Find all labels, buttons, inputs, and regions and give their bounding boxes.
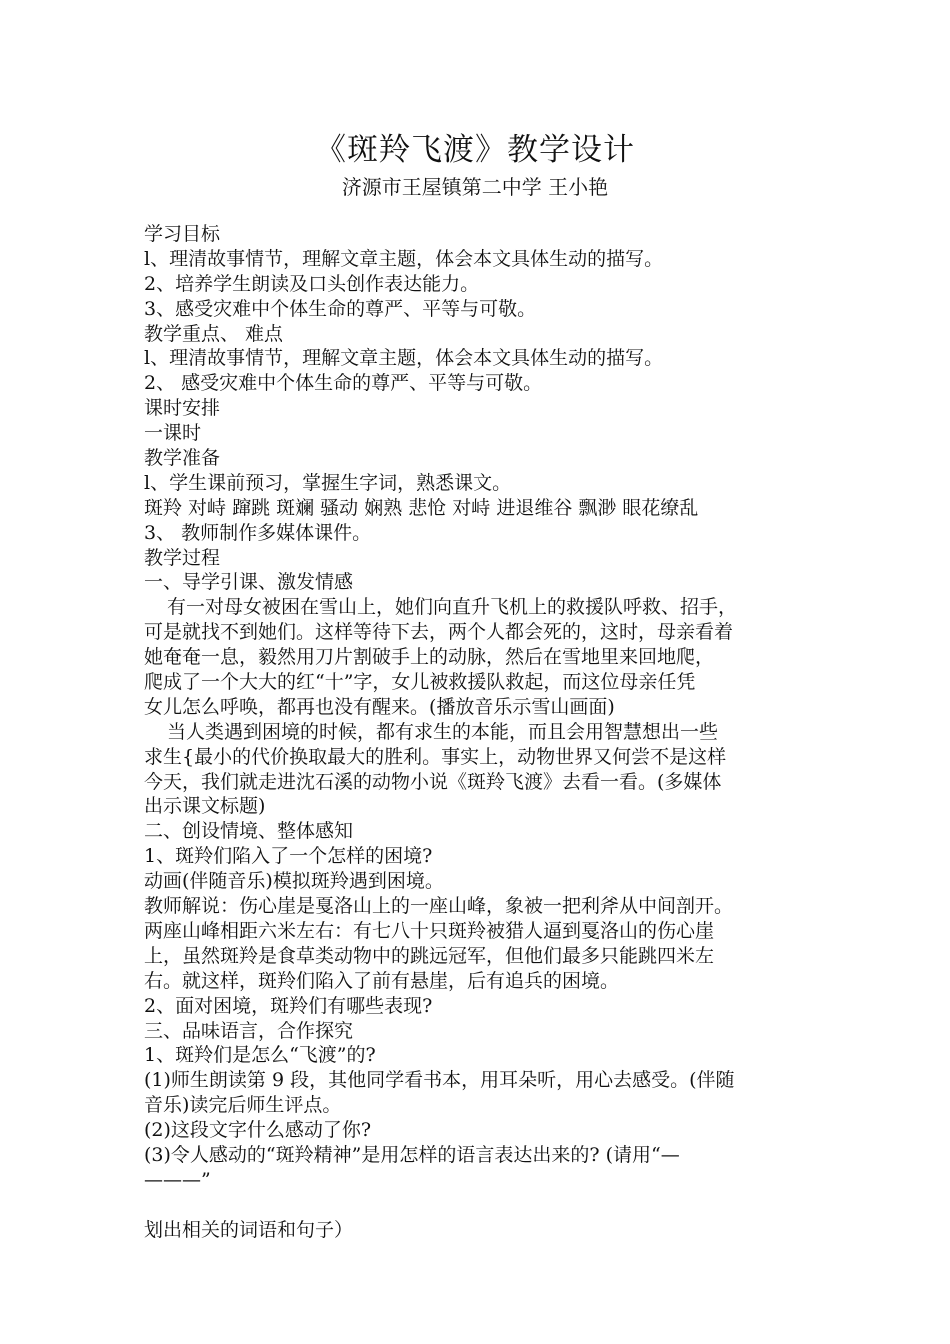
body-line: 2、培养学生朗读及口头创作表达能力。 [144, 272, 480, 295]
body-line: 上，虽然斑羚是食草类动物中的跳远冠军，但他们最多只能跳四米左 [144, 944, 715, 967]
body-line: 斑羚 对峙 蹿跳 斑斓 骚动 娴熟 悲怆 对峙 进退维谷 飘渺 眼花缭乱 [144, 496, 699, 519]
body-line: 1、斑羚们是怎么“飞渡”的? [144, 1044, 376, 1067]
body-line: 求生{最小的代价换取最大的胜利。事实上，动物世界又何尝不是这样 [144, 745, 727, 768]
document-title: 《斑羚飞渡》教学设计 [315, 132, 635, 168]
body-line: 教师解说：伤心崖是戛洛山上的一座山峰，象被一把利斧从中间剖开。 [144, 895, 734, 918]
body-line: 今天，我们就走进沈石溪的动物小说《斑羚飞渡》去看一看。(多媒体 [144, 770, 722, 793]
body-line: 二、创设情境、整体感知 [144, 820, 354, 843]
body-line: 当人类遇到困境的时候，都有求生的本能，而且会用智慧想出一些 [167, 720, 719, 743]
body-line: 学习目标 [144, 223, 221, 245]
body-line: ———” [144, 1168, 211, 1191]
author-line: 济源市王屋镇第二中学 王小艳 [341, 175, 609, 199]
body-line: 右。就这样，斑羚们陷入了前有悬崖，后有追兵的困境。 [144, 969, 620, 992]
body-line: 一、导学引课、激发情感 [144, 571, 354, 594]
body-line [144, 1193, 829, 1218]
body-line: 2、面对困境，斑羚们有哪些表现? [144, 994, 433, 1017]
body-line: 教学过程 [144, 546, 221, 569]
body-line: l、理清故事情节，理解文章主题，体会本文具体生动的描写。 [144, 247, 664, 270]
body-line: 划出相关的词语和句子） [144, 1218, 354, 1241]
body-line: 她奄奄一息，毅然用刀片割破手上的动脉，然后在雪地里来回地爬， [144, 646, 715, 669]
body-line: 2、 感受灾难中个体生命的尊严、平等与可敬。 [144, 372, 543, 395]
body-line: 3、 教师制作多媒体课件。 [144, 521, 372, 544]
body-line: 女儿怎么呼唤，都再也没有醒来。(播放音乐示雪山画面) [144, 695, 615, 718]
body-line: 3、感受灾难中个体生命的尊严、平等与可敬。 [144, 297, 537, 320]
body-line: l、理清故事情节，理解文章主题，体会本文具体生动的描写。 [144, 347, 664, 370]
body-line: 三、品味语言，合作探究 [144, 1019, 354, 1042]
body-line: 一课时 [144, 422, 202, 445]
body-line: 可是就找不到她们。这样等待下去，两个人都会死的，这时，母亲看着 [144, 621, 734, 644]
body-line: 音乐)读完后师生评点。 [144, 1094, 342, 1117]
body-line: 有一对母女被困在雪山上，她们向直升飞机上的救援队呼救、招手， [167, 596, 738, 619]
body-line: 两座山峰相距六米左右：有七八十只斑羚被猎人逼到戛洛山的伤心崖 [144, 919, 715, 942]
body-line: (2)这段文字什么感动了你? [144, 1119, 372, 1142]
body-line: 教学重点、 难点 [144, 322, 284, 345]
body-line: (1)师生朗读第 9 段，其他同学看书本，用耳朵听，用心去感受。(伴随 [144, 1069, 735, 1092]
body-line: (3)令人感动的“斑羚精神”是用怎样的语言表达出来的? (请用“— [144, 1143, 680, 1166]
body-line: 教学准备 [144, 447, 221, 470]
body-line: 动画(伴随音乐)模拟斑羚遇到困境。 [144, 870, 444, 893]
body-line: 爬成了一个大大的红“十”字，女儿被救援队救起，而这位母亲任凭 [144, 671, 696, 694]
body-line: 1、斑羚们陷入了一个怎样的困境? [144, 845, 433, 868]
document-body [144, 222, 829, 1243]
body-line: l、学生课前预习，掌握生字词，熟悉课文。 [144, 471, 512, 494]
body-line: 课时安排 [144, 397, 221, 420]
body-line: 出示课文标题) [144, 795, 266, 818]
